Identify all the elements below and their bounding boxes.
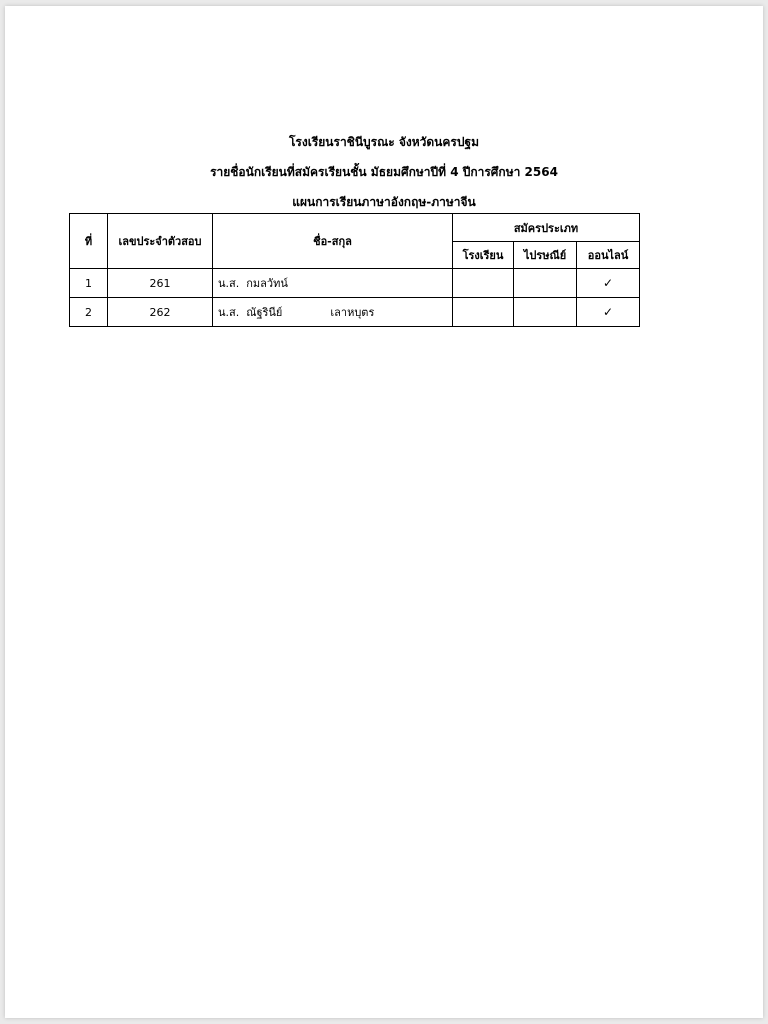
header-name: ชื่อ-สกุล: [213, 214, 453, 269]
row-exam-id: 262: [108, 298, 213, 327]
row-name: [213, 269, 453, 298]
header-exam-id: เลขประจำตัวสอบ: [108, 214, 213, 269]
row-no: 2: [70, 298, 108, 327]
row-school: [453, 269, 514, 298]
row-name: [213, 298, 453, 327]
header-row: [70, 214, 640, 242]
header-school: โรงเรียน: [453, 242, 514, 269]
program-title: แผนการเรียนภาษาอังกฤษ-ภาษาจีน: [292, 195, 476, 209]
row-name-title: น.ส.: [218, 306, 240, 319]
school-title: โรงเรียนราชินีบูรณะ จังหวัดนครปฐม: [288, 135, 480, 149]
table-row: [70, 269, 640, 298]
row-first-name: ณัฐรินีย์: [246, 306, 283, 319]
row-no: 1: [70, 269, 108, 298]
row-school: [453, 298, 514, 327]
header-no: ที่: [70, 214, 108, 269]
check-icon: ✓: [577, 298, 640, 327]
row-last-name: เลาหบุตร: [330, 306, 375, 319]
check-icon: ✓: [577, 269, 640, 298]
header-online: ออนไลน์: [577, 242, 640, 269]
document-page: [5, 6, 763, 1018]
row-post: [514, 269, 577, 298]
list-title: รายชื่อนักเรียนที่สมัครเรียนชั้น มัธยมศึกษาปีที่ 4 ปีการศึกษา 2564: [210, 165, 558, 179]
row-first-name: กมลวัทน์: [246, 277, 288, 290]
row-name-title: น.ส.: [218, 277, 240, 290]
header-post: ไปรษณีย์: [514, 242, 577, 269]
applicant-table: [69, 213, 640, 327]
row-post: [514, 298, 577, 327]
header-apply-type: สมัครประเภท: [453, 214, 640, 242]
row-exam-id: 261: [108, 269, 213, 298]
table-row: [70, 298, 640, 327]
